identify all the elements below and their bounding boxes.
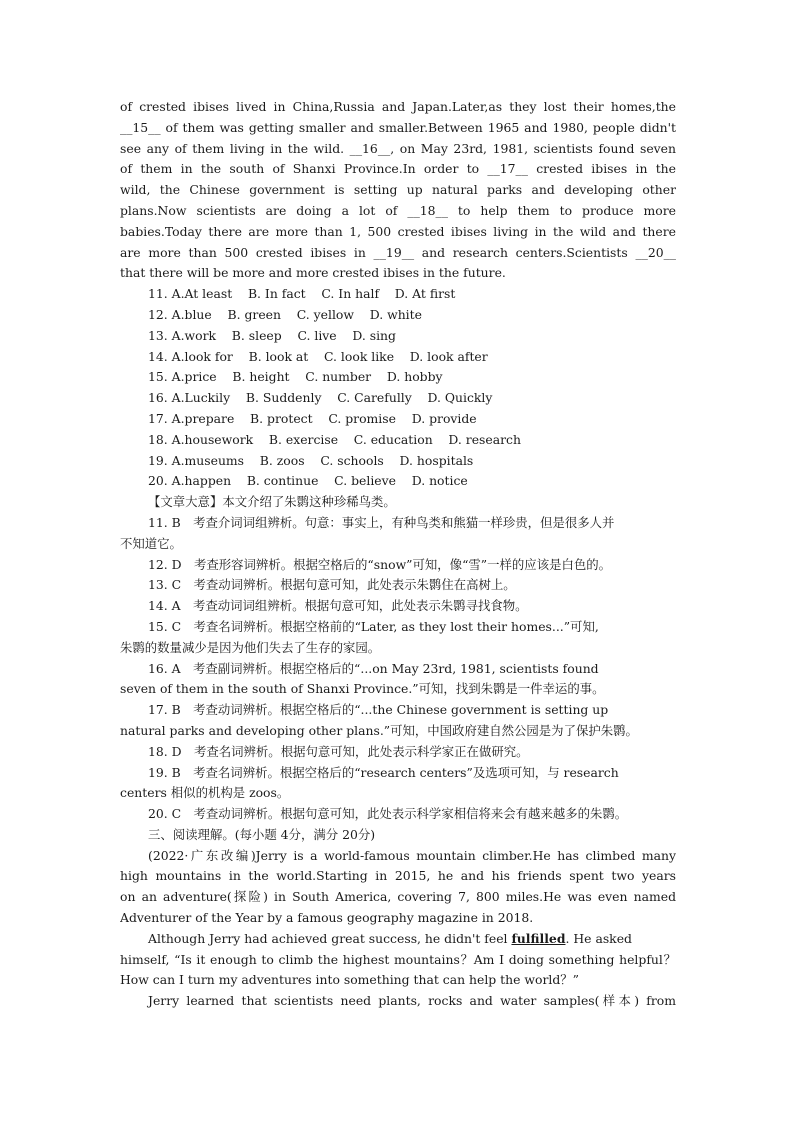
- passage-line: of them in the south of Shanxi Province.In order to __17__ crested ibises in the: [120, 161, 676, 177]
- answer-line: 不知道它。: [120, 535, 182, 551]
- option-row: 17. A.prepare B. protect C. promise D. provide: [148, 410, 477, 426]
- passage-line: __15__ of them was getting smaller and smaller.Between 1965 and 1980, people didn't: [120, 119, 676, 135]
- option-row: 18. A.housework B. exercise C. education D. research: [148, 431, 521, 447]
- passage-line: babies.Today there are more than 1, 500 crested ibises living in the wild and there: [120, 223, 676, 239]
- reading-line: Jerry learned that scientists need plants, rocks and water samples(样本) from: [148, 993, 676, 1009]
- reading-line: Adventurer of the Year by a famous geography magazine in 2018.: [120, 910, 534, 926]
- reading-line: himself, “Is it enough to climb the highest mountains？Am I doing something helpful？: [120, 951, 676, 967]
- answer-line: centers 相似的机构是 zoos。: [120, 785, 290, 801]
- passage-line: of crested ibises lived in China,Russia and Japan.Later,as they lost their homes,the: [120, 99, 676, 114]
- key-word: fulfilled: [511, 930, 566, 946]
- document-page: [120, 97, 676, 1012]
- cloze-passage: [120, 97, 676, 284]
- answer-line: 14. A 考查动词词组辨析。根据句意可知，此处表示朱鹮寻找食物。: [148, 598, 528, 614]
- reading-passage: [120, 846, 676, 1012]
- option-row: 15. A.price B. height C. number D. hobby: [148, 369, 443, 385]
- option-row: 12. A.blue B. green C. yellow D. white: [148, 306, 422, 322]
- answer-line: 12. D 考查形容词辨析。根据空格后的“snow”可知，像“雪”一样的应该是白色的。: [148, 556, 612, 572]
- answer-line: 13. C 考查动词辨析。根据句意可知，此处表示朱鹮住在高树上。: [148, 577, 516, 593]
- answer-line: natural parks and developing other plans.”可知，中国政府建自然公园是为了保护朱鹮。: [120, 722, 638, 738]
- passage-line: plans.Now scientists are doing a lot of __18__ to help them to produce more: [120, 202, 676, 218]
- answer-line: seven of them in the south of Shanxi Province.”可知，找到朱鹮是一件幸运的事。: [120, 681, 605, 697]
- answer-line: 11. B 考查介词词组辨析。句意：事实上，有种鸟类和熊猫一样珍贵，但是很多人并: [148, 514, 615, 530]
- option-row: 16. A.Luckily B. Suddenly C. Carefully D. Quickly: [148, 390, 493, 406]
- option-row: 19. A.museums B. zoos C. schools D. hospitals: [148, 452, 474, 468]
- section-heading: 三、阅读理解。(每小题 4分，满分 20分): [148, 826, 376, 842]
- option-row: 13. A.work B. sleep C. live D. sing: [148, 327, 396, 343]
- answer-line: 17. B 考查动词辨析。根据空格后的“...the Chinese government is setting up: [148, 702, 609, 718]
- article-summary: 【文章大意】本文介绍了朱鹮这种珍稀鸟类。: [148, 494, 396, 510]
- reading-text: . He asked: [565, 930, 632, 946]
- options-list: [120, 284, 676, 492]
- answer-line: 20. C 考查动词辨析。根据句意可知，此处表示科学家相信将来会有越来越多的朱鹮。: [148, 806, 628, 822]
- passage-line: see any of them living in the wild. __16__, on May 23rd, 1981, scientists found seven: [120, 140, 676, 156]
- reading-text: Although Jerry had achieved great success, he didn't feel: [148, 930, 512, 946]
- reading-line: How can I turn my adventures into something that can help the world？”: [120, 972, 580, 988]
- option-row: 11. A.At least B. In fact C. In half D. At first: [148, 286, 456, 302]
- option-row: 20. A.happen B. continue C. believe D. notice: [148, 473, 468, 489]
- passage-line: are more than 500 crested ibises in __19__ and research centers.Scientists __20__: [120, 244, 676, 260]
- passage-line: wild, the Chinese government is setting up natural parks and developing other: [120, 182, 676, 198]
- reading-line: [120, 929, 676, 950]
- reading-line: high mountains in the world.Starting in 2015, he and his friends spent two years: [120, 868, 676, 884]
- reading-line: (2022·广东改编)Jerry is a world-famous mountain climber.He has climbed many: [148, 847, 676, 863]
- answer-line: 15. C 考查名词辨析。根据空格前的“Later, as they lost their homes...”可知,: [148, 618, 599, 634]
- answer-line: 16. A 考查副词辨析。根据空格后的“...on May 23rd, 1981, scientists found: [148, 660, 599, 676]
- answer-line: 19. B 考查名词辨析。根据空格后的“research centers”及选项可知，与 research: [148, 764, 619, 780]
- answer-line: 18. D 考查名词辨析。根据句意可知，此处表示科学家正在做研究。: [148, 743, 529, 759]
- passage-line: that there will be more and more crested ibises in the future.: [120, 265, 506, 281]
- option-row: 14. A.look for B. look at C. look like D. look after: [148, 348, 488, 364]
- answer-line: 朱鹮的数量减少是因为他们失去了生存的家园。: [120, 639, 381, 655]
- answer-explanations: [120, 513, 676, 825]
- reading-line: on an adventure(探险) in South America, covering 7, 800 miles.He was even named: [120, 889, 676, 905]
